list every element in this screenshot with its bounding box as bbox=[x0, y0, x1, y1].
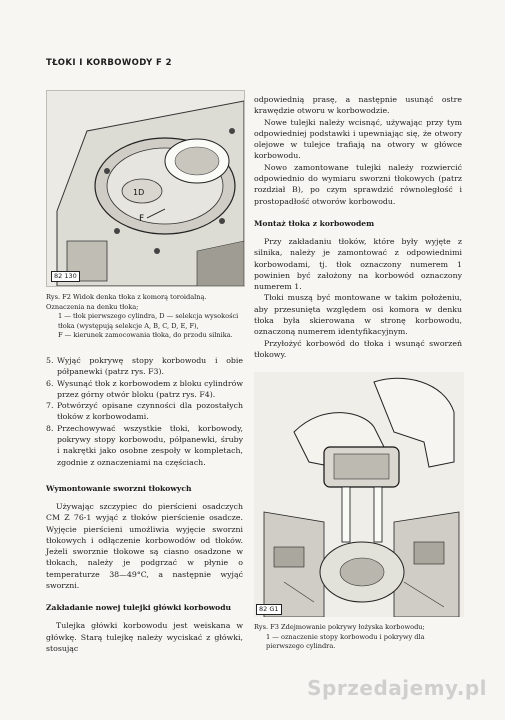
caption-item: F — kierunek zamocowania tłoka, do przodu silnika. bbox=[58, 331, 233, 340]
right-column bbox=[254, 94, 462, 652]
watermark-logo: Sprzedajemy.pl bbox=[307, 676, 487, 700]
figure-f2 bbox=[46, 90, 245, 287]
connecting-rod-illustration bbox=[254, 372, 464, 617]
section-text: Tulejka główki korbowodu jest weiskana w główkę. Starą tulejkę należy wyciskać z główki, stosując bbox=[46, 621, 243, 653]
step-text: Przechowywać wszystkie tłoki, korbowody, pokrywy stopy korbowodu, półpanewki, śruby i nakrętki jako osobne zespoły w kompletach, zgodnie z oznaczeniami na częściach. bbox=[57, 423, 243, 467]
figure-caption bbox=[46, 293, 243, 341]
list-item bbox=[46, 400, 243, 423]
section-heading: Zakładanie nowej tulejki główki korbowodu bbox=[46, 603, 232, 613]
step-number: 8. bbox=[46, 423, 54, 433]
step-number: 5. bbox=[46, 355, 54, 365]
caption-item: 1 — tłok pierwszego cylindra, D — selekcja wysokości tłoka (występują selekcje A, B, C, D, E, F), bbox=[58, 312, 239, 330]
figure-tag: 82 130 bbox=[51, 271, 80, 282]
step-text: Wyjąć pokrywę stopy korbowodu i obie półpanewki (patrz rys. F3). bbox=[57, 355, 243, 377]
step-list bbox=[46, 355, 243, 468]
section-text: Używając szczypiec do pierścieni osadczych CM Z 76-1 wyjąć z tłoków pierścienie osadcze. Wyjęcie pierścieni umożliwia wyjęcie sworzni tłokowych i odłączenie korbowodów od tłoków. Jeżeli sworznie tłokowe są ciasno osadzone w tłokach, należy je podgrzać w płynie o temperaturze 38—49°C, a następnie wyjąć sworzni. bbox=[46, 501, 243, 591]
page-header: TŁOKI I KORBOWODY F 2 bbox=[46, 58, 172, 68]
caption-title: Rys. F2 Widok denka tłoka z komorą toroidalną. Oznaczenia na denku tłoka; bbox=[46, 293, 207, 311]
step-number: 6. bbox=[46, 378, 54, 388]
paragraph: Przy zakładaniu tłoków, które były wyjęte z silnika, należy je zamontować z odpowiednimi korbowodami, tj. tłok oznaczony numerem 1 powinien być założony na korbowód oznaczony numerem 1. bbox=[254, 236, 462, 292]
figure-caption bbox=[254, 623, 462, 652]
figure-tag: 82 G1 bbox=[256, 604, 282, 615]
list-item bbox=[46, 355, 243, 378]
paragraph: odpowiednią prasę, a następnie usunąć ostre krawędzie otworu w korbowodzie. bbox=[254, 95, 462, 116]
svg-text:1D: 1D bbox=[133, 188, 145, 197]
section-heading: Wymontowanie sworzni tłokowych bbox=[46, 483, 192, 493]
paragraph: Nowo zamontowane tulejki należy rozwiercić odpowiednio do wymiaru sworzni tłokowych (patrz rozdział B), po czym sprawdzić równoległość i prostopadłość otworów korbowodu. bbox=[254, 162, 462, 206]
step-number: 7. bbox=[46, 401, 54, 411]
paragraph: Tłoki muszą być montowane w takim położeniu, aby przesunięta względem osi komora w denku tłoka była skierowana w stronę korbowodu, oznaczoną numerem identyfikacyjnym. bbox=[254, 293, 462, 337]
step-text: Wysunąć tłok z korbowodem z bloku cylindrów przez górny otwór bloku (patrz rys. F4). bbox=[57, 378, 243, 399]
list-item bbox=[46, 423, 243, 468]
left-column bbox=[46, 90, 243, 654]
section-heading: Montaż tłoka z korbowodem bbox=[254, 218, 375, 228]
piston-crown-illustration bbox=[47, 91, 244, 286]
list-item bbox=[46, 378, 243, 401]
step-text: Potwórzyć opisane czynności dla pozostałych tłoków z korbowodami. bbox=[57, 401, 243, 422]
svg-text:F: F bbox=[139, 214, 145, 224]
caption-title: Rys. F3 Zdejmowanie pokrywy łożyska korbowodu; bbox=[254, 623, 425, 632]
figure-f3 bbox=[254, 372, 464, 617]
paragraph: Nowe tulejki należy wcisnąć, używając przy tym odpowiedniej podstawki i upewniając się, że otwory olejowe w tulejce trafiają na otwory w główce korbowodu. bbox=[254, 117, 462, 161]
caption-item: 1 — oznaczenie stopy korbowodu i pokrywy dla pierwszego cylindra. bbox=[266, 632, 425, 651]
paragraph: Przyłożyć korbowód do tłoka i wsunąć sworzeń tłokowy. bbox=[254, 338, 462, 359]
